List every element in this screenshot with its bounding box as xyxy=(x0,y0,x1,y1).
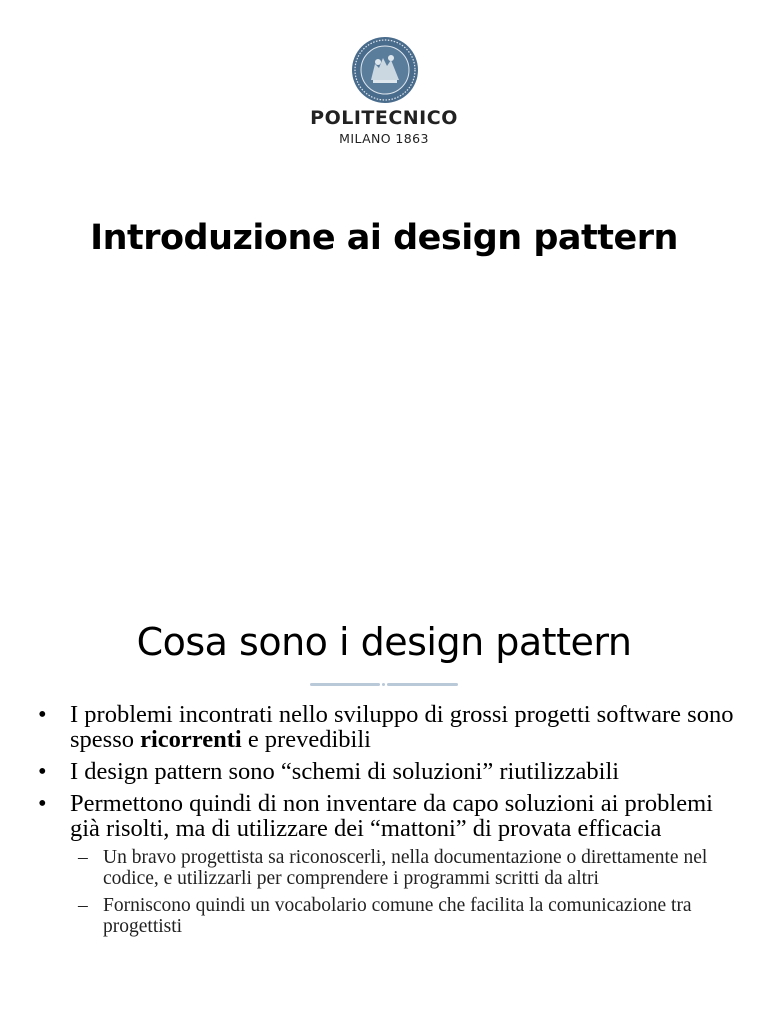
bullet-bold-text: ricorrenti xyxy=(140,726,242,753)
bullet-text: e prevedibili xyxy=(241,726,371,753)
logo-name: POLITECNICO xyxy=(310,107,458,129)
dash-icon: – xyxy=(78,847,88,868)
sub-bullet-item xyxy=(38,895,738,937)
dash-icon: – xyxy=(78,895,88,916)
title-divider xyxy=(310,683,458,687)
sub-bullet-text: Forniscono quindi un vocabolario comune che facilita la comunicazione tra progettisti xyxy=(103,895,692,937)
bullet-text: I problemi incontrati nello sviluppo di grossi progetti software sono spesso xyxy=(70,701,734,753)
bullet-icon: • xyxy=(38,790,47,817)
slide-title: Introduzione ai design pattern xyxy=(90,218,678,258)
sub-bullet-item xyxy=(38,847,738,889)
bullet-item xyxy=(38,791,738,841)
bullet-icon: • xyxy=(38,701,47,728)
content-slide xyxy=(0,580,768,1024)
bullet-icon: • xyxy=(38,758,47,785)
sub-bullet-text: Un bravo progettista sa riconoscerli, nella documentazione o direttamente nel codice, e utilizzarli per comprendere i programmi scritti da altri xyxy=(103,847,708,889)
bullet-text: Permettono quindi di non inventare da capo soluzioni ai problemi già risolti, ma di utilizzare dei “mattoni” di provata efficacia xyxy=(70,790,713,842)
logo-subtitle: MILANO 1863 xyxy=(339,131,429,146)
bullet-item xyxy=(38,702,738,752)
slide-heading: Cosa sono i design pattern xyxy=(136,620,632,664)
politecnico-seal-icon xyxy=(351,36,419,104)
bullet-text: I design pattern sono “schemi di soluzioni” riutilizzabili xyxy=(70,758,620,785)
bullet-item xyxy=(38,759,738,784)
bullet-list xyxy=(38,702,738,943)
